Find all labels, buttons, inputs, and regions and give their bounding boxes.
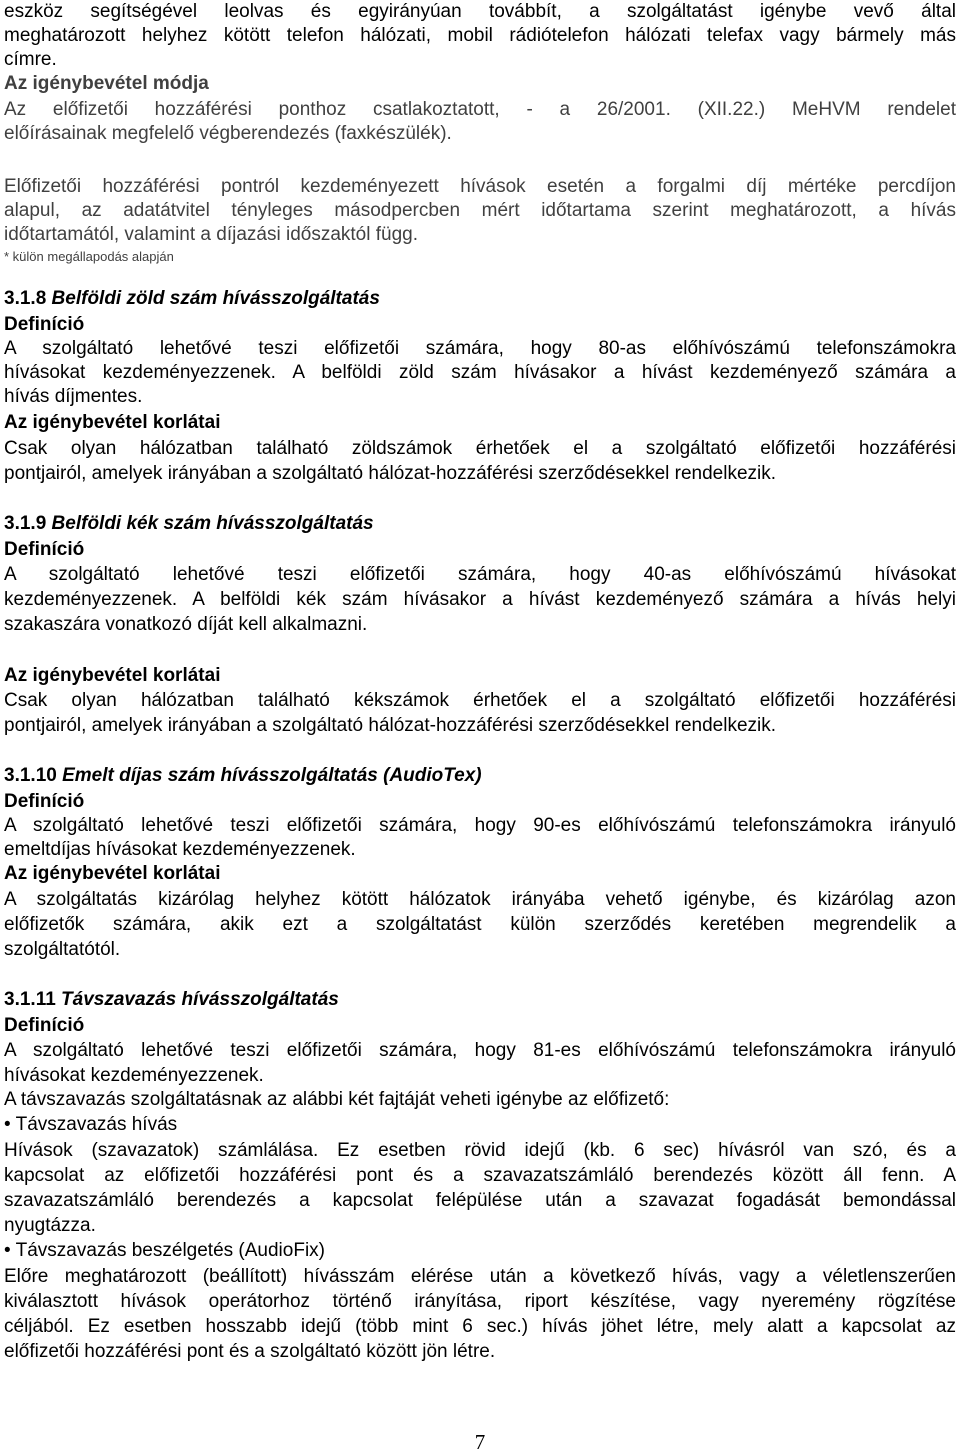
paragraph-line: szavazatszámláló berendezés a kapcsolat felépülése után a szavazat fogadását bemondással	[4, 1190, 956, 1211]
footnote: * külön megállapodás alapján	[4, 249, 174, 264]
paragraph-line: A szolgáltató lehetővé teszi előfizetői számára, hogy 80-as előhívószámú telefonszámokra	[4, 338, 956, 359]
section-number: 3.1.10	[4, 765, 57, 786]
paragraph-line: Hívások (szavazatok) számlálása. Ez esetben rövid idejű (kb. 6 sec) hívásról van szó, és a	[4, 1140, 956, 1161]
paragraph-line: emeltdíjas hívásokat kezdeményezzenek.	[4, 839, 356, 860]
subheading: Az igénybevétel korlátai	[4, 412, 221, 433]
section-title	[4, 512, 956, 536]
paragraph-line: céljából. Ez esetben hosszabb idejű (több mint 6 sec.) hívás jöhet létre, mely alatt a kapcsolat az	[4, 1316, 956, 1337]
paragraph-line: A szolgáltatás kizárólag helyhez kötött hálózatok irányába vehető igénybe, és kizárólag azon	[4, 889, 956, 910]
subheading: Az igénybevétel korlátai	[4, 665, 221, 686]
section-number: 3.1.8	[4, 288, 47, 309]
paragraph-line: alapul, az adatátvitel tényleges másodpercben mért időtartama szerint meghatározott, a hívás	[4, 200, 956, 221]
bullet-item: • Távszavazás beszélgetés (AudioFix)	[4, 1240, 325, 1261]
paragraph-line: hívás díjmentes.	[4, 386, 143, 407]
paragraph-line: kapcsolat az előfizetői hozzáférési pont és a szavazatszámláló berendezés között áll fenn. A	[4, 1165, 956, 1186]
paragraph-line: pontjairól, amelyek irányában a szolgáltató hálózat-hozzáférési szerződésekkel rendelkezik.	[4, 463, 777, 484]
paragraph-line: Az előfizetői hozzáférési ponthoz csatlakoztatott, - a 26/2001. (XII.22.) MeHVM rendelet	[4, 99, 956, 120]
page-number: 7	[474, 1430, 486, 1454]
intro-line: meghatározott helyhez kötött telefon hálózati, mobil rádiótelefon hálózati telefax vagy bármely más	[4, 25, 956, 46]
paragraph-line: szakaszára vonatkozó díját kell alkalmazni.	[4, 614, 368, 635]
intro-line: címre.	[4, 49, 57, 70]
section-title	[4, 764, 956, 788]
section-title	[4, 988, 956, 1012]
paragraph-line: előírásainak megfelelő végberendezés (faxkészülék).	[4, 123, 452, 144]
paragraph-line: kiválasztott hívások operátorhoz történő irányítása, riport készítése, vagy nyeremény rögzítése	[4, 1291, 956, 1312]
paragraph-line: hívásokat kezdeményezzenek.	[4, 1065, 264, 1086]
paragraph-line: A szolgáltató lehetővé teszi előfizetői számára, hogy 90-es előhívószámú telefonszámokra irányuló	[4, 815, 956, 836]
section-heading: Az igénybevétel módja	[4, 73, 209, 94]
paragraph-line: időtartamától, valamint a díjazási időszaktól függ.	[4, 224, 418, 245]
section-name: Belföldi zöld szám hívásszolgáltatás	[46, 288, 380, 309]
paragraph-line: hívásokat kezdeményezzenek. A belföldi zöld szám hívásakor a hívást kezdeményező számára a	[4, 362, 956, 383]
paragraph-line: Előfizetői hozzáférési pontról kezdeményezett hívások esetén a forgalmi díj mértéke percdíjon	[4, 176, 956, 197]
paragraph-line: A szolgáltató lehetővé teszi előfizetői számára, hogy 81-es előhívószámú telefonszámokra irányuló	[4, 1040, 956, 1061]
paragraph-line: Csak olyan hálózatban található kékszámok érhetőek el a szolgáltató előfizetői hozzáférési	[4, 690, 956, 711]
section-title	[4, 287, 956, 311]
subheading: Definíció	[4, 1015, 85, 1036]
subheading: Definíció	[4, 539, 85, 560]
paragraph-line: kezdeményezzenek. A belföldi kék szám hívásakor a hívást kezdeményező számára a hívás helyi	[4, 589, 956, 610]
subheading: Definíció	[4, 314, 85, 335]
paragraph-line: A szolgáltató lehetővé teszi előfizetői számára, hogy 40-as előhívószámú hívásokat	[4, 564, 956, 585]
paragraph-line: előfizetői hozzáférési pont és a szolgáltató között jön létre.	[4, 1341, 496, 1362]
section-name: Emelt díjas szám hívásszolgáltatás (AudioTex)	[56, 765, 482, 786]
paragraph-line: nyugtázza.	[4, 1215, 96, 1236]
section-name: Belföldi kék szám hívásszolgáltatás	[46, 513, 374, 534]
paragraph-line: szolgáltatótól.	[4, 939, 121, 960]
bullet-item: • Távszavazás hívás	[4, 1114, 178, 1135]
section-name: Távszavazás hívásszolgáltatás	[55, 989, 339, 1010]
paragraph-line: előfizetők számára, akik ezt a szolgáltatást külön szerződés keretében megrendelik a	[4, 914, 956, 935]
paragraph-line: Előre meghatározott (beállított) hívásszám elérése után a következő hívás, vagy a véletlenszerűen	[4, 1266, 956, 1287]
paragraph-line: A távszavazás szolgáltatásnak az alábbi két fajtáját veheti igénybe az előfizető:	[4, 1089, 670, 1110]
section-number: 3.1.9	[4, 513, 47, 534]
paragraph-line: Csak olyan hálózatban található zöldszámok érhetőek el a szolgáltató előfizetői hozzáférési	[4, 438, 956, 459]
paragraph-line: pontjairól, amelyek irányában a szolgáltató hálózat-hozzáférési szerződésekkel rendelkezik.	[4, 715, 777, 736]
subheading: Az igénybevétel korlátai	[4, 863, 221, 884]
subheading: Definíció	[4, 791, 85, 812]
intro-line: eszköz segítségével leolvas és egyirányúan továbbít, a szolgáltatást igénybe vevő által	[4, 1, 956, 22]
section-number: 3.1.11	[4, 989, 56, 1010]
